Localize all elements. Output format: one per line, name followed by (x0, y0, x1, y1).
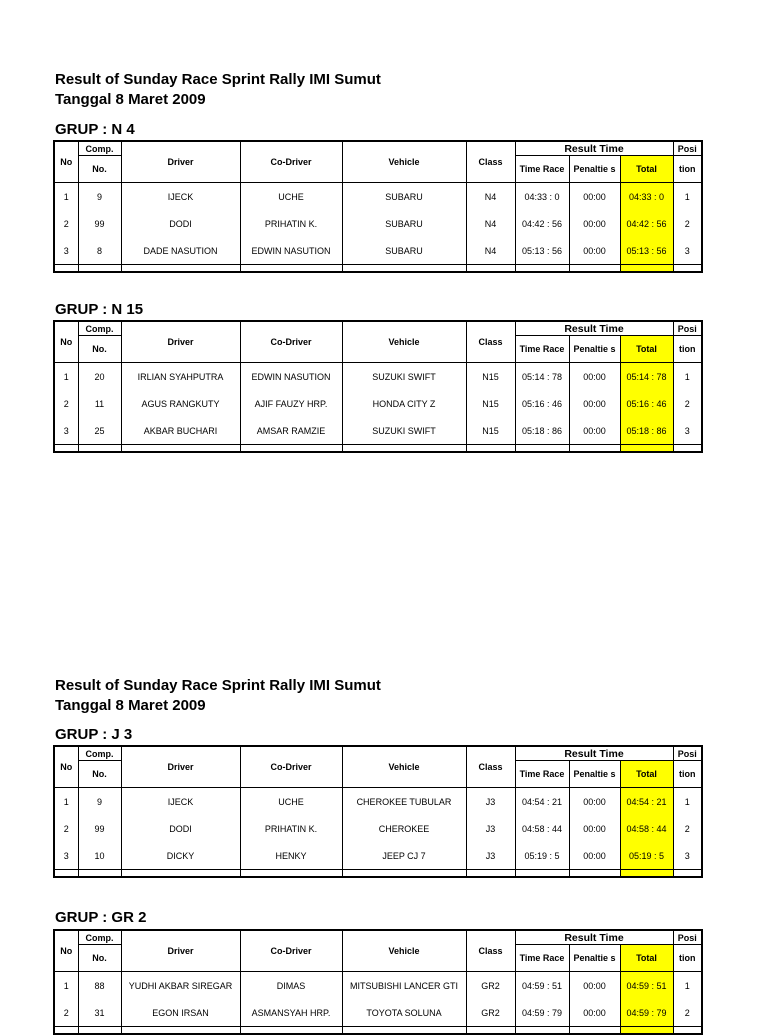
cell-total: 04:42 : 56 (620, 210, 673, 237)
cell-total: 04:58 : 44 (620, 815, 673, 842)
cell-time-race: 04:59 : 79 (515, 999, 569, 1027)
table-row (54, 842, 702, 870)
cell-class: J3 (466, 842, 515, 870)
cell-comp-no: 10 (78, 842, 121, 870)
cell-driver: DADE NASUTION (121, 237, 240, 265)
cell-driver: YUDHI AKBAR SIREGAR (121, 972, 240, 1000)
cell-driver: DICKY (121, 842, 240, 870)
header-comp: Comp. (78, 930, 121, 945)
header-vehicle: Vehicle (342, 321, 466, 363)
cell-no: 2 (54, 999, 78, 1027)
cell-position: 1 (673, 363, 702, 391)
cell-codriver: AJIF FAUZY HRP. (240, 390, 342, 417)
cell-penalty: 00:00 (569, 210, 620, 237)
cell-comp-no: 31 (78, 999, 121, 1027)
cell-comp-no: 8 (78, 237, 121, 265)
header-penalties: Penaltie s (569, 945, 620, 972)
cell-vehicle: SUBARU (342, 210, 466, 237)
header-vehicle: Vehicle (342, 930, 466, 972)
cell-comp-no: 25 (78, 417, 121, 445)
header-driver: Driver (121, 141, 240, 183)
spacer-cell (342, 870, 466, 878)
header-time-race: Time Race (515, 336, 569, 363)
cell-position: 2 (673, 390, 702, 417)
cell-total: 05:16 : 46 (620, 390, 673, 417)
spacer-cell (466, 445, 515, 453)
header-position: Posi (673, 321, 702, 336)
spacer-cell (673, 265, 702, 273)
header-comp: Comp. (78, 141, 121, 156)
cell-penalty: 00:00 (569, 183, 620, 211)
cell-comp-no: 20 (78, 363, 121, 391)
header-codriver: Co-Driver (240, 746, 342, 788)
header-position: Posi (673, 930, 702, 945)
header-vehicle: Vehicle (342, 746, 466, 788)
header-position: Posi (673, 746, 702, 761)
spacer-cell (54, 870, 78, 878)
cell-driver: AGUS RANGKUTY (121, 390, 240, 417)
header-no: No (54, 930, 78, 972)
cell-codriver: EDWIN NASUTION (240, 237, 342, 265)
header-comp: Comp. (78, 746, 121, 761)
cell-driver: IJECK (121, 183, 240, 211)
spacer-cell (54, 265, 78, 273)
table-row (54, 363, 702, 391)
cell-comp-no: 99 (78, 815, 121, 842)
cell-comp-no: 99 (78, 210, 121, 237)
spacer-cell (620, 445, 673, 453)
spacer-cell (569, 265, 620, 273)
spacer-cell (569, 445, 620, 453)
cell-codriver: UCHE (240, 183, 342, 211)
cell-total: 04:59 : 51 (620, 972, 673, 1000)
cell-no: 3 (54, 842, 78, 870)
spacer-cell (673, 870, 702, 878)
spacer-cell (466, 1027, 515, 1035)
cell-total: 04:33 : 0 (620, 183, 673, 211)
cell-codriver: ASMANSYAH HRP. (240, 999, 342, 1027)
header-class: Class (466, 746, 515, 788)
cell-no: 1 (54, 972, 78, 1000)
header-no: No (54, 321, 78, 363)
cell-no: 2 (54, 815, 78, 842)
results-table (53, 745, 703, 878)
cell-class: N15 (466, 363, 515, 391)
cell-driver: EGON IRSAN (121, 999, 240, 1027)
header-comp: Comp. (78, 321, 121, 336)
spacer-cell (240, 265, 342, 273)
header-total: Total (620, 945, 673, 972)
spacer-cell (569, 870, 620, 878)
cell-driver: DODI (121, 815, 240, 842)
cell-driver: DODI (121, 210, 240, 237)
header-vehicle: Vehicle (342, 141, 466, 183)
cell-codriver: PRIHATIN K. (240, 815, 342, 842)
table-row (54, 815, 702, 842)
cell-penalty: 00:00 (569, 815, 620, 842)
header-position: Posi (673, 141, 702, 156)
spacer-cell (121, 265, 240, 273)
spacer-cell (673, 445, 702, 453)
cell-time-race: 04:59 : 51 (515, 972, 569, 1000)
cell-vehicle: SUBARU (342, 183, 466, 211)
cell-penalty: 00:00 (569, 417, 620, 445)
cell-class: J3 (466, 788, 515, 816)
cell-no: 3 (54, 237, 78, 265)
cell-time-race: 05:16 : 46 (515, 390, 569, 417)
header-driver: Driver (121, 321, 240, 363)
cell-total: 04:59 : 79 (620, 999, 673, 1027)
header-result-time: Result Time (515, 141, 673, 156)
table-row (54, 417, 702, 445)
results-table (53, 320, 703, 453)
cell-penalty: 00:00 (569, 237, 620, 265)
cell-codriver: AMSAR RAMZIE (240, 417, 342, 445)
cell-time-race: 04:58 : 44 (515, 815, 569, 842)
header-no: No (54, 141, 78, 183)
spacer-cell (466, 870, 515, 878)
cell-position: 1 (673, 972, 702, 1000)
spacer-cell (673, 1027, 702, 1035)
spacer-cell (515, 870, 569, 878)
spacer-cell (54, 445, 78, 453)
spacer-cell (121, 1027, 240, 1035)
spacer-cell (78, 1027, 121, 1035)
cell-time-race: 05:19 : 5 (515, 842, 569, 870)
table-row (54, 788, 702, 816)
cell-penalty: 00:00 (569, 972, 620, 1000)
spacer-cell (240, 870, 342, 878)
header-time-race: Time Race (515, 156, 569, 183)
cell-driver: IJECK (121, 788, 240, 816)
header-time-race: Time Race (515, 761, 569, 788)
cell-codriver: EDWIN NASUTION (240, 363, 342, 391)
spacer-cell (121, 445, 240, 453)
cell-position: 2 (673, 210, 702, 237)
cell-class: J3 (466, 815, 515, 842)
cell-class: GR2 (466, 972, 515, 1000)
header-result-time: Result Time (515, 321, 673, 336)
group-title: GRUP : N 15 (55, 301, 144, 318)
header-comp-no: No. (78, 336, 121, 363)
cell-vehicle: HONDA CITY Z (342, 390, 466, 417)
spacer-cell (121, 870, 240, 878)
cell-no: 1 (54, 183, 78, 211)
header-class: Class (466, 141, 515, 183)
cell-vehicle: SUZUKI SWIFT (342, 417, 466, 445)
table-row (54, 390, 702, 417)
header-time-race: Time Race (515, 945, 569, 972)
header-codriver: Co-Driver (240, 930, 342, 972)
header-comp-no: No. (78, 156, 121, 183)
header-result-time: Result Time (515, 930, 673, 945)
header-position-2: tion (673, 156, 702, 183)
cell-vehicle: MITSUBISHI LANCER GTI (342, 972, 466, 1000)
cell-no: 1 (54, 363, 78, 391)
header-class: Class (466, 321, 515, 363)
cell-total: 04:54 : 21 (620, 788, 673, 816)
cell-no: 2 (54, 390, 78, 417)
cell-time-race: 04:54 : 21 (515, 788, 569, 816)
header-total: Total (620, 336, 673, 363)
spacer-cell (515, 1027, 569, 1035)
spacer-cell (569, 1027, 620, 1035)
results-table (53, 140, 703, 273)
cell-time-race: 05:13 : 56 (515, 237, 569, 265)
header-comp-no: No. (78, 761, 121, 788)
spacer-cell (620, 870, 673, 878)
spacer-cell (620, 265, 673, 273)
header-penalties: Penaltie s (569, 156, 620, 183)
header-no: No (54, 746, 78, 788)
header-driver: Driver (121, 930, 240, 972)
spacer-cell (54, 1027, 78, 1035)
cell-total: 05:13 : 56 (620, 237, 673, 265)
cell-time-race: 05:18 : 86 (515, 417, 569, 445)
cell-time-race: 04:42 : 56 (515, 210, 569, 237)
cell-vehicle: CHEROKEE (342, 815, 466, 842)
spacer-cell (342, 265, 466, 273)
spacer-cell (78, 265, 121, 273)
cell-class: N4 (466, 237, 515, 265)
cell-position: 3 (673, 237, 702, 265)
cell-penalty: 00:00 (569, 842, 620, 870)
table-row (54, 210, 702, 237)
spacer-cell (466, 265, 515, 273)
cell-comp-no: 9 (78, 788, 121, 816)
cell-time-race: 05:14 : 78 (515, 363, 569, 391)
results-table (53, 929, 703, 1035)
page-subtitle: Tanggal 8 Maret 2009 (55, 697, 206, 714)
cell-position: 1 (673, 183, 702, 211)
cell-driver: AKBAR BUCHARI (121, 417, 240, 445)
cell-position: 2 (673, 815, 702, 842)
header-position-2: tion (673, 945, 702, 972)
cell-penalty: 00:00 (569, 999, 620, 1027)
header-class: Class (466, 930, 515, 972)
cell-comp-no: 88 (78, 972, 121, 1000)
page-title: Result of Sunday Race Sprint Rally IMI Sumut (55, 71, 381, 88)
cell-position: 1 (673, 788, 702, 816)
cell-no: 3 (54, 417, 78, 445)
cell-codriver: DIMAS (240, 972, 342, 1000)
header-total: Total (620, 156, 673, 183)
spacer-cell (240, 445, 342, 453)
spacer-cell (78, 445, 121, 453)
spacer-cell (342, 445, 466, 453)
table-row (54, 237, 702, 265)
cell-class: N4 (466, 183, 515, 211)
spacer-cell (78, 870, 121, 878)
cell-position: 3 (673, 417, 702, 445)
cell-driver: IRLIAN SYAHPUTRA (121, 363, 240, 391)
cell-time-race: 04:33 : 0 (515, 183, 569, 211)
spacer-cell (515, 445, 569, 453)
cell-class: GR2 (466, 999, 515, 1027)
cell-penalty: 00:00 (569, 363, 620, 391)
group-title: GRUP : J 3 (55, 726, 133, 743)
header-penalties: Penaltie s (569, 336, 620, 363)
header-driver: Driver (121, 746, 240, 788)
spacer-cell (515, 265, 569, 273)
cell-total: 05:18 : 86 (620, 417, 673, 445)
cell-comp-no: 9 (78, 183, 121, 211)
cell-class: N15 (466, 417, 515, 445)
header-penalties: Penaltie s (569, 761, 620, 788)
spacer-cell (342, 1027, 466, 1035)
header-total: Total (620, 761, 673, 788)
table-row (54, 183, 702, 211)
cell-penalty: 00:00 (569, 788, 620, 816)
cell-penalty: 00:00 (569, 390, 620, 417)
spacer-cell (240, 1027, 342, 1035)
cell-vehicle: CHEROKEE TUBULAR (342, 788, 466, 816)
cell-codriver: UCHE (240, 788, 342, 816)
cell-vehicle: TOYOTA SOLUNA (342, 999, 466, 1027)
cell-class: N4 (466, 210, 515, 237)
cell-vehicle: SUZUKI SWIFT (342, 363, 466, 391)
spacer-cell (620, 1027, 673, 1035)
header-result-time: Result Time (515, 746, 673, 761)
cell-position: 3 (673, 842, 702, 870)
cell-total: 05:19 : 5 (620, 842, 673, 870)
table-row (54, 999, 702, 1027)
cell-codriver: PRIHATIN K. (240, 210, 342, 237)
cell-no: 1 (54, 788, 78, 816)
cell-vehicle: SUBARU (342, 237, 466, 265)
group-title: GRUP : GR 2 (55, 909, 147, 926)
cell-comp-no: 11 (78, 390, 121, 417)
cell-no: 2 (54, 210, 78, 237)
cell-position: 2 (673, 999, 702, 1027)
header-position-2: tion (673, 761, 702, 788)
page-title: Result of Sunday Race Sprint Rally IMI Sumut (55, 677, 381, 694)
cell-codriver: HENKY (240, 842, 342, 870)
cell-total: 05:14 : 78 (620, 363, 673, 391)
cell-vehicle: JEEP CJ 7 (342, 842, 466, 870)
header-codriver: Co-Driver (240, 321, 342, 363)
header-comp-no: No. (78, 945, 121, 972)
cell-class: N15 (466, 390, 515, 417)
page-subtitle: Tanggal 8 Maret 2009 (55, 91, 206, 108)
header-codriver: Co-Driver (240, 141, 342, 183)
group-title: GRUP : N 4 (55, 121, 135, 138)
header-position-2: tion (673, 336, 702, 363)
table-row (54, 972, 702, 1000)
